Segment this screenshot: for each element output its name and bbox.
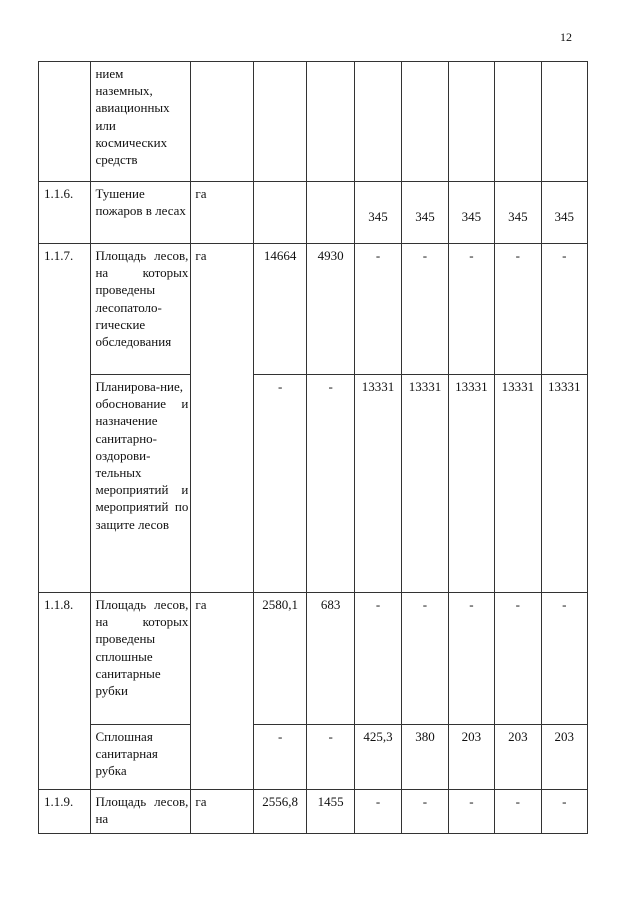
row-value: - [307, 725, 354, 790]
row-value: 2556,8 [253, 790, 306, 834]
row-value: 345 [495, 182, 541, 244]
table-row [39, 593, 588, 725]
row-description: Планирова-ние, обоснование и назначение санитарно-оздорови-тельных мероприятий и мероприятий по защите лесов [91, 375, 191, 593]
row-value: - [253, 725, 306, 790]
row-value: 203 [541, 725, 587, 790]
table-row [39, 244, 588, 375]
row-value [307, 62, 354, 182]
row-value: 1455 [307, 790, 354, 834]
row-value: 683 [307, 593, 354, 725]
row-value: 13331 [354, 375, 401, 593]
row-description: Площадь лесов, на которых проведены сплошные санитарные рубки [91, 593, 191, 725]
row-value: 13331 [402, 375, 448, 593]
row-value: - [495, 244, 541, 375]
table-row [39, 725, 588, 790]
row-description: Тушение пожаров в лесах [91, 182, 191, 244]
row-value [541, 62, 587, 182]
row-value: - [448, 790, 494, 834]
row-unit: га [191, 182, 254, 244]
row-value: 13331 [448, 375, 494, 593]
row-value [253, 182, 306, 244]
row-number: 1.1.9. [39, 790, 91, 834]
row-value: 345 [402, 182, 448, 244]
row-value: 425,3 [354, 725, 401, 790]
row-value: - [402, 244, 448, 375]
row-value [354, 62, 401, 182]
row-value: - [253, 375, 306, 593]
row-value [402, 62, 448, 182]
row-value [253, 62, 306, 182]
row-value: - [495, 593, 541, 725]
row-description: Сплошная санитарная рубка [91, 725, 191, 790]
row-number [39, 62, 91, 182]
page-number: 12 [560, 30, 572, 44]
row-value: - [541, 790, 587, 834]
row-value: 345 [448, 182, 494, 244]
row-value: - [541, 593, 587, 725]
row-value [307, 182, 354, 244]
row-unit: га [191, 593, 254, 790]
row-value: 203 [448, 725, 494, 790]
row-value: - [541, 244, 587, 375]
row-value [448, 62, 494, 182]
row-value: - [495, 790, 541, 834]
row-value [495, 62, 541, 182]
row-value: - [354, 790, 401, 834]
row-value: 380 [402, 725, 448, 790]
row-unit [191, 62, 254, 182]
row-value: - [307, 375, 354, 593]
row-value: 203 [495, 725, 541, 790]
row-value: - [448, 593, 494, 725]
row-value: 13331 [541, 375, 587, 593]
row-number: 1.1.6. [39, 182, 91, 244]
row-number: 1.1.7. [39, 244, 91, 593]
row-description: нием наземных, авиационных или космических средств [91, 62, 191, 182]
row-value: - [402, 593, 448, 725]
row-value: 345 [354, 182, 401, 244]
row-unit: га [191, 790, 254, 834]
row-value: - [354, 593, 401, 725]
table-row [39, 62, 588, 182]
row-value: - [448, 244, 494, 375]
row-value: - [354, 244, 401, 375]
row-number: 1.1.8. [39, 593, 91, 790]
row-value: 4930 [307, 244, 354, 375]
row-description: Площадь лесов, на [91, 790, 191, 834]
row-value: - [402, 790, 448, 834]
row-value: 2580,1 [253, 593, 306, 725]
table-row [39, 182, 588, 244]
row-description: Площадь лесов, на которых проведены лесопатоло-гические обследования [91, 244, 191, 375]
row-value: 345 [541, 182, 587, 244]
table-row [39, 790, 588, 834]
row-value: 14664 [253, 244, 306, 375]
indicator-table [38, 61, 588, 834]
row-value: 13331 [495, 375, 541, 593]
table-row [39, 375, 588, 593]
row-unit: га [191, 244, 254, 593]
